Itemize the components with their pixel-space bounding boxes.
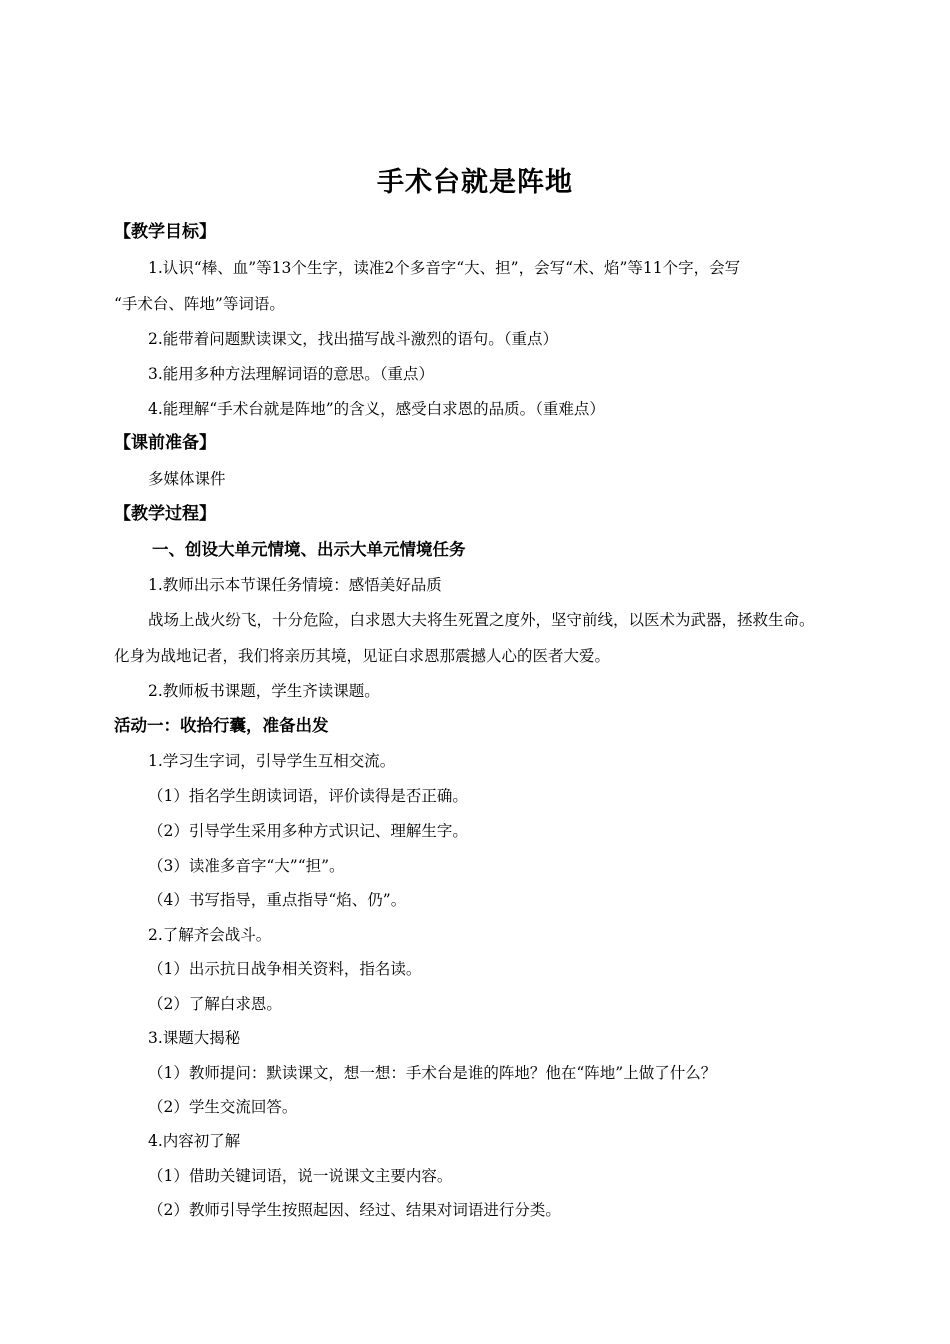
- activity-line: 4.内容初了解: [148, 1132, 241, 1150]
- activity-line: （4）书写指导，重点指导“焰、仍”。: [148, 891, 407, 909]
- prep-line: 多媒体课件: [148, 470, 226, 488]
- section-heading-prep: 【课前准备】: [114, 433, 216, 453]
- activity-line: （1）出示抗日战争相关资料，指名读。: [148, 960, 422, 978]
- process-line: 化身为战地记者，我们将亲历其境，见证白求恩那震撼人心的医者大爱。: [114, 647, 611, 665]
- activity-line: （3）读准多音字“大”“担”。: [148, 857, 345, 875]
- process-sub-heading: 一、创设大单元情境、出示大单元情境任务: [152, 540, 466, 559]
- activity-line: （1）指名学生朗读词语，评价读得是否正确。: [148, 787, 468, 805]
- goal-line: 1.认识“棒、血”等13个生字，读准2个多音字“大、担”，会写“术、焰”等11个字，会写: [148, 259, 741, 277]
- goal-line: 4.能理解“手术台就是阵地”的含义，感受白求恩的品质。（重难点）: [148, 400, 605, 418]
- activity-line: 3.课题大揭秘: [148, 1029, 241, 1047]
- process-line: 战场上战火纷飞，十分危险，白求恩大夫将生死置之度外，坚守前线，以医术为武器，拯救生命。: [148, 611, 815, 629]
- activity-line: 1.学习生字词，引导学生互相交流。: [148, 752, 396, 770]
- activity-line: （1）借助关键词语，说一说课文主要内容。: [148, 1167, 453, 1185]
- activity-line: （2）教师引导学生按照起因、经过、结果对词语进行分类。: [148, 1201, 561, 1219]
- activity-line: （2）学生交流回答。: [148, 1098, 298, 1116]
- activity-line: （2）引导学生采用多种方式识记、理解生字。: [148, 822, 468, 840]
- goal-line: “手术台、阵地”等词语。: [114, 295, 285, 313]
- activity-line: （1）教师提问：默读课文，想一想：手术台是谁的阵地？他在“阵地”上做了什么？: [148, 1064, 717, 1082]
- process-line: 2.教师板书课题，学生齐读课题。: [148, 682, 380, 700]
- section-heading-process: 【教学过程】: [114, 504, 216, 524]
- goal-line: 3.能用多种方法理解词语的意思。（重点）: [148, 365, 435, 383]
- activity1-heading: 活动一：收拾行囊，准备出发: [114, 716, 329, 735]
- activity-line: 2.了解齐会战斗。: [148, 926, 272, 944]
- document-title: 手术台就是阵地: [377, 167, 573, 198]
- process-line: 1.教师出示本节课任务情境：感悟美好品质: [148, 576, 442, 594]
- activity-line: （2）了解白求恩。: [148, 995, 282, 1013]
- goal-line: 2.能带着问题默读课文，找出描写战斗激烈的语句。（重点）: [148, 330, 559, 348]
- section-heading-goals: 【教学目标】: [114, 222, 216, 242]
